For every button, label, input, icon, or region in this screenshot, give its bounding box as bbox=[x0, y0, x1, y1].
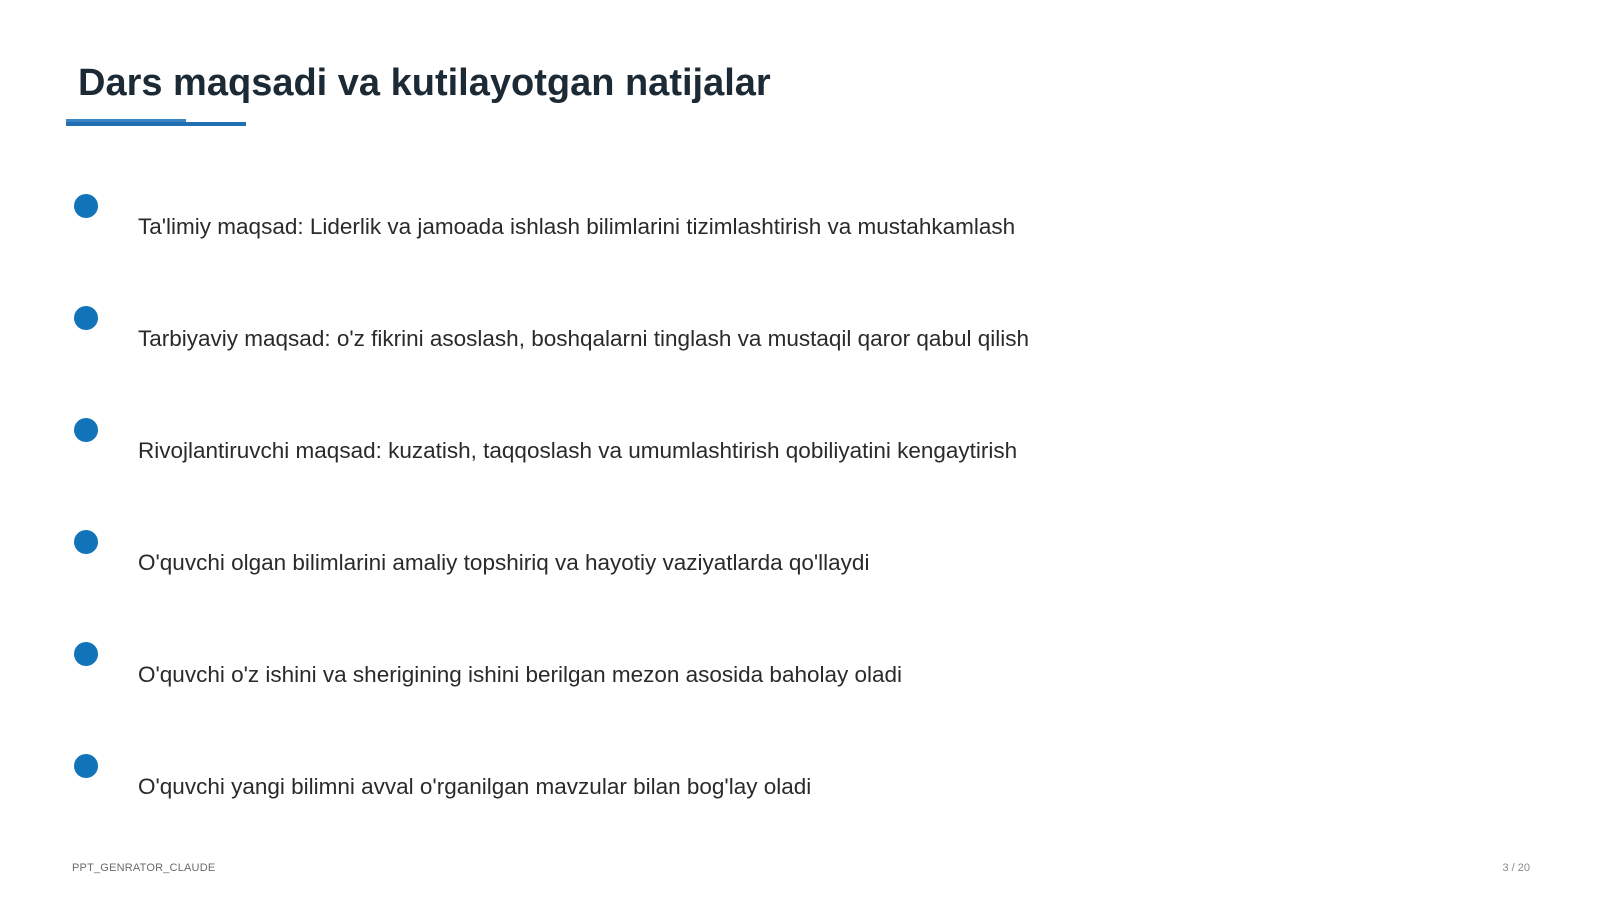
bullet-text: Ta'limiy maqsad: Liderlik va jamoada ishlash bilimlarini tizimlashtirish va mustahkamlash bbox=[138, 214, 1016, 239]
footer-label: PPT_GENRATOR_CLAUDE bbox=[72, 862, 216, 874]
bullet-text: O'quvchi o'z ishini va sherigining ishini berilgan mezon asosida baholay oladi bbox=[138, 662, 903, 687]
bullet-text: O'quvchi yangi bilimni avval o'rganilgan mavzular bilan bog'lay oladi bbox=[138, 774, 812, 799]
bullet-dot-icon bbox=[74, 754, 98, 778]
slide-title: Dars maqsadi va kutilayotgan natijalar bbox=[78, 62, 771, 104]
bullet-dot-icon bbox=[74, 418, 98, 442]
list-item bbox=[0, 642, 1400, 702]
list-item bbox=[0, 530, 1400, 590]
bullet-dot-icon bbox=[74, 530, 98, 554]
bullet-text: Tarbiyaviy maqsad: o'z fikrini asoslash, boshqalarni tinglash va mustaqil qaror qabul qilish bbox=[138, 326, 1029, 351]
list-item bbox=[0, 754, 1400, 814]
list-item bbox=[0, 306, 1400, 366]
list-item bbox=[0, 418, 1400, 478]
page-indicator: 3 / 20 bbox=[1502, 862, 1530, 874]
list-item bbox=[0, 194, 1400, 254]
bullet-dot-icon bbox=[74, 194, 98, 218]
bullet-text: Rivojlantiruvchi maqsad: kuzatish, taqqoslash va umumlashtirish qobiliyatini kengaytirish bbox=[138, 438, 1018, 463]
bullet-dot-icon bbox=[74, 306, 98, 330]
bullet-dot-icon bbox=[74, 642, 98, 666]
bullet-text: O'quvchi olgan bilimlarini amaliy topshiriq va hayotiy vaziyatlarda qo'llaydi bbox=[138, 550, 870, 575]
